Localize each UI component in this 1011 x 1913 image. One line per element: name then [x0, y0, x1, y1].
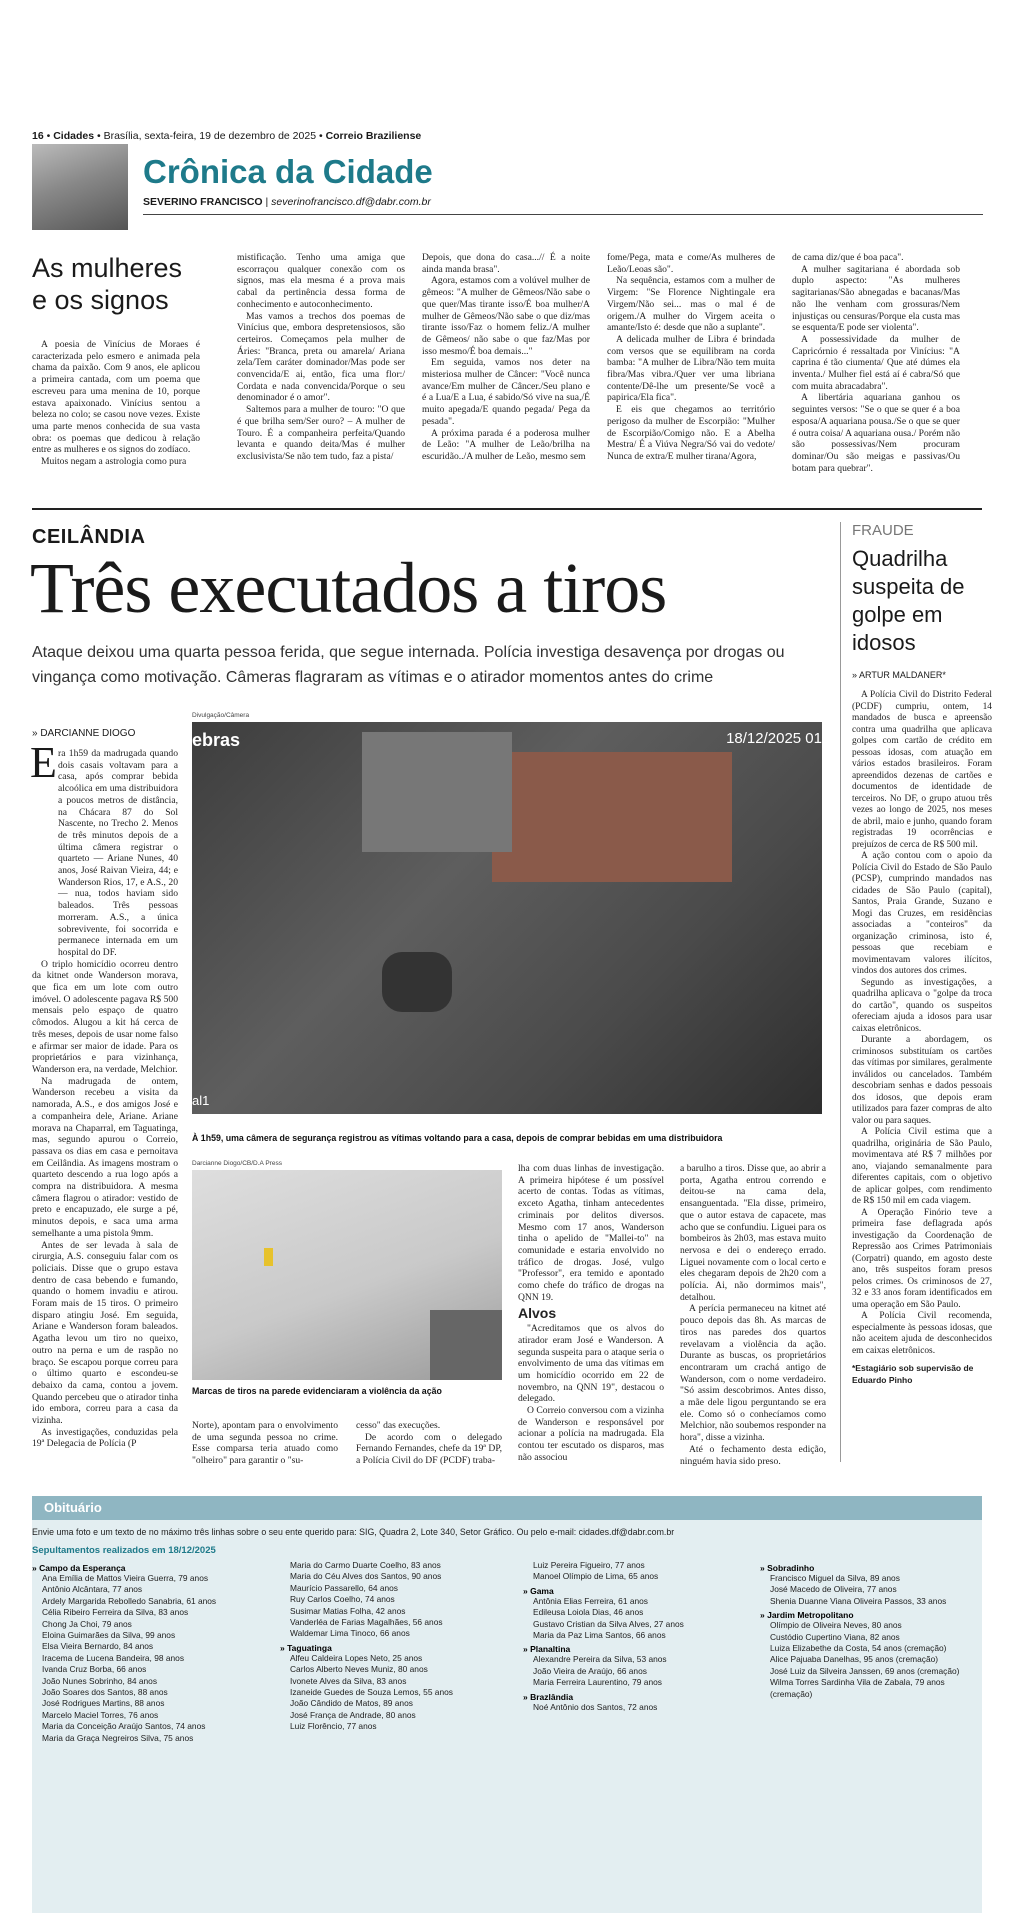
story-byline: » DARCIANNE DIOGO	[32, 728, 136, 739]
obituary-entry: José Luiz da Silveira Janssen, 69 anos (cremação)	[770, 1665, 960, 1676]
obituary-entry: João Cândido de Matos, 89 anos	[290, 1698, 413, 1709]
cctv-photo	[192, 722, 822, 1114]
author-name: SEVERINO FRANCISCO	[143, 196, 263, 208]
obituary-title: Obituário	[44, 1500, 102, 1515]
sidebar-divider	[840, 522, 841, 1462]
obituary-entry: Maria do Céu Alves dos Santos, 90 anos	[290, 1571, 442, 1582]
obituary-entry: Antônio Alcântara, 77 anos	[42, 1584, 143, 1595]
bullet-mark	[264, 1248, 273, 1266]
sidebar-footnote: *Estagiário sob supervisão de Eduardo Pinho	[852, 1363, 974, 1385]
obituary-date-line: Sepultamentos realizados em 18/12/2025	[32, 1545, 216, 1556]
obituary-entry: Izaneide Guedes de Souza Lemos, 55 anos	[290, 1687, 453, 1698]
photo-people	[382, 952, 452, 1012]
obituary-entry: Elsa Vieira Bernardo, 84 anos	[42, 1641, 154, 1652]
sidebar-headline: Quadrilha suspeita de golpe em idosos	[852, 546, 965, 655]
dropcap: E	[30, 738, 57, 787]
cronica-col4: fome/Pega, mata e come/As mulheres de Leão/Leoas são". Na sequência, estamos com a mulher de Virgem: "Se Florence Nightingale era Virgem/Não sei... mas o mal é de origem./A mulher do Virgem aceita o amante/Isto é: desde que não a suplante". A delicada mulher de Libra é brindada com versos que se equilibram na corda bamba: "A mulher de Libra/Não tem muita fibra/Mas vibra./Quer ver uma libriana contente/Dê-lhe um presente/Se você a papirica/Ela fica". E eis que chegamos ao território perigoso da mulher de Escorpião: "Mulher de Escorpião/Comigo não. E a Abelha Mestra/ É a Viúva Negra/Só vai do vedote/ Nunca de extra/E mulher tirana/Agora,	[607, 252, 775, 462]
obituary-instructions: Envie uma foto e um texto de no máximo três linhas sobre o seu ente querido para: SIG, Quadra 2, Lote 340, Setor Gráfico. Ou pelo e-mail: cidades.df@dabr.com.br	[32, 1527, 675, 1537]
obituary-entry: Antônia Elias Ferreira, 61 anos	[533, 1595, 648, 1606]
sidebar-body: A Polícia Civil do Distrito Federal (PCDF) cumpriu, ontem, 14 mandados de busca e apreensão contra uma quadrilha que aplicava golpes com cartão de crédito em pessoas idosas, com atuação em vários estados brasileiros. Foram apreendidos dezenas de cartões e documentos de identidade de terceiros. No DF, o grupo atuou três vezes ao longo de 2025, nos meses de abril, maio e junho, quando foram registradas 19 ocorrências e prejuízos de cerca de R$ 500 mil. A ação contou com o apoio da Polícia Civil do Estado de São Paulo (PCSP), cumprindo mandados nas cidades de São Paulo (capital), Santos, Praia Grande, Suzano e Mogi das Cruzes, em residências associadas a "conteiros" da organização criminosa, isto é, pessoas que recebiam e movimentavam valores ilícitos, vindos dos autores dos crimes. Segundo as investigações, a quadrilha aplicava o "golpe da troca do cartão", quando os suspeitos ofereciam ajuda a idosos para usar caixas eletrônicos. Durante a abordagem, os criminosos substituíam os cartões das vítimas por similares, geralmente inválidos ou cancelados. Também descobriam senhas e dados pessoais dos idosos, que depois eram utilizados para fazer compras de alto valor ou para saques. A Polícia Civil estima que a quadrilha, originária de São Paulo, movimentava até R$ 7 milhões por ano, viajando semanalmente para diferentes capitais, com o objetivo de aplicar golpes, com rendimento de R$ 150 mil em cada viagem. A Operação Finório teve a primeira fase deflagrada após investigação da Coordenação de Repressão aos Crimes Patrimoniais (Corpatri) quando, em agosto deste ano, três suspeitos foram presos pelos crimes. Os criminosos de 27, 32 e 33 anos foram identificados em uma operação em São Paulo. A Polícia Civil recomenda, especialmente às pessoas idosas, que não aceitem ajuda de desconhecidos em caixas eletrônicos. *Estagiário sob supervisão de Eduardo Pinho	[852, 690, 992, 1385]
sidebar-byline: » ARTUR MALDANER*	[852, 670, 946, 680]
obituary-entry: Marcelo Maciel Torres, 76 anos	[42, 1709, 159, 1720]
photo2-credit: Darcianne Diogo/CB/D.A Press	[192, 1160, 282, 1167]
obituary-entry: João Vieira de Araújo, 66 anos	[533, 1665, 647, 1676]
photo-watermark: ebras	[192, 730, 241, 750]
obituary-entry: João Soares dos Santos, 88 anos	[42, 1687, 168, 1698]
obituary-entry: Ana Emília de Mattos Vieira Guerra, 79 anos	[42, 1573, 209, 1583]
obituary-entry: Maria da Paz Lima Santos, 66 anos	[533, 1630, 666, 1641]
story-headline: Três executados a tiros	[30, 548, 667, 628]
story-col2b: Norte), apontam para o envolvimento de uma segunda pessoa no crime. Esse comparsa teria atuado como "olheiro" para garantir o "su-	[192, 1420, 338, 1467]
obituary-entry: Olímpio de Oliveira Neves, 80 anos	[770, 1620, 902, 1631]
obituary-entry: Maria do Carmo Duarte Coelho, 83 anos	[290, 1560, 441, 1570]
story-col3b: cesso" das execuções. De acordo com o delegado Fernando Fernandes, chefe da 19ª DP, a Polícia Civil do DF (PCDF) traba-	[356, 1420, 502, 1467]
paper-name: Correio Braziliense	[325, 130, 422, 142]
obituary-col1: » Campo da Esperança Ana Emília de Mattos Vieira Guerra, 79 anos Antônio Alcântara, 77 anos Ardely Margarida Rebolledo Sanabria, 61 anos Célia Ribeiro Ferreira da Silva, 83 anos Chong Ja Choi, 79 anos Eloina Guimarães da Silva, 99 anos Elsa Vieira Bernardo, 84 anos Iracema de Lucena Bandeira, 98 anos Ivanda Cruz Borba, 66 anos João Nunes Sobrinho, 84 anos João Soares dos Santos, 88 anos José Rodrigues Martins, 88 anos Marcelo Maciel Torres, 76 anos Maria da Conceição Araújo Santos, 74 anos Maria da Graça Negreiros Silva, 75 anos	[32, 1560, 262, 1744]
page-header: 16 • Cidades • Brasília, sexta-feira, 19 de dezembro de 2025 • Correio Braziliense	[32, 130, 422, 142]
obituary-entry: Alfeu Caldeira Lopes Neto, 25 anos	[290, 1652, 423, 1663]
obituary-entry: Waldemar Lima Tinoco, 66 anos	[290, 1628, 410, 1639]
obituary-entry: Ruy Carlos Coelho, 74 anos	[290, 1594, 395, 1605]
obituary-entry: João Nunes Sobrinho, 84 anos	[42, 1675, 158, 1686]
wall-photo	[192, 1170, 502, 1380]
column-author-line: SEVERINO FRANCISCO | severinofrancisco.df@dabr.com.br	[143, 196, 431, 208]
cronica-col1: A poesia de Vinícius de Moraes é caracterizada pelo esmero e animada pela chama da paixão. Com 9 anos, ele aplicou a primeira cantada, com um poema que escreveu para uma menina de 10, porque estava apaixonado. Vinícius sentou a beleza no colo; se casou nove vezes. Existe uma parte menos conhecida de sua vasta obra: os poemas que dedicou à relação entre as mulheres e os signos do zodíaco. Muitos negam a astrologia como pura	[32, 339, 200, 468]
obituary-entry: José Rodrigues Martins, 88 anos	[42, 1698, 165, 1709]
obituary-entry: Luiz Florêncio, 77 anos	[290, 1721, 377, 1732]
story-deck: Ataque deixou uma quarta pessoa ferida, que segue internada. Polícia investiga desavença por drogas ou vingança como motivação. Câmeras flagraram as vítimas e o atirador momentos antes do crime	[32, 644, 785, 686]
obituary-entry: Maria da Graça Negreiros Silva, 75 anos	[42, 1732, 194, 1743]
obituary-entry: Iracema de Lucena Bandeira, 98 anos	[42, 1652, 185, 1663]
obituary-entry: Maria da Conceição Araújo Santos, 74 anos	[42, 1721, 206, 1732]
cronica-bottom-rule	[32, 508, 982, 510]
photo-building-roof	[362, 732, 512, 852]
photo-timestamp: 18/12/2025 01	[726, 730, 822, 747]
obituary-bar	[32, 1496, 982, 1520]
obituary-entry: Francisco Miguel da Silva, 89 anos	[770, 1573, 900, 1583]
column-title: Crônica da Cidade	[143, 153, 433, 190]
cronica-headline: As mulheres e os signos	[32, 253, 183, 315]
obituary-entry: Custódio Cupertino Viana, 82 anos	[770, 1631, 900, 1642]
obituary-entry: Luiza Elizabethe da Costa, 54 anos (cremação)	[770, 1643, 947, 1654]
header-rule	[143, 214, 983, 215]
obituary-entry: Shenia Duanne Viana Oliveira Passos, 33 anos	[770, 1595, 947, 1606]
cronica-col2: mistificação. Tenho uma amiga que escorraçou qualquer conexão com os signos, mas ela mesma é a prova mais cabal da pertinência dessa forma de conhecimento e autoconhecimento. Mas vamos a trechos dos poemas de Vinícius que, embora despretensiosos, são certeiros. Começamos pela mulher de Áries: "Branca, preta ou amarela/ Ariana zela/Tem caráter dominador/Mas pode ser convencida/E ai, então, fica uma flor:/ Cordata e nada convencida/Porque o seu denominador é o amor". Saltemos para a mulher de touro: "O que é que brilha sem/Ser ouro? – A mulher de Touro. É a companheira perfeita/Quando levanta e quando deita/Mas é mulher exclusivista/Se não tem tudo, faz a pista/	[237, 252, 405, 462]
obituary-col3: Luiz Pereira Figueiro, 77 anos Manoel Olímpio de Lima, 65 anos » Gama Antônia Elias Ferreira, 61 anos Edileusa Loiola Dias, 46 anos Gustavo Cristian da Silva Alves, 27 anos Maria da Paz Lima Santos, 66 anos » Planaltina Alexandre Pereira da Silva, 53 anos João Vieira de Araújo, 66 anos Maria Ferreira Laurentino, 79 anos » Brazlândia Noé Antônio dos Santos, 72 anos	[523, 1560, 753, 1713]
obituary-entry: Eloina Guimarães da Silva, 99 anos	[42, 1630, 176, 1641]
dateline: Brasília, sexta-feira, 19 de dezembro de 2025	[103, 130, 317, 142]
story-col5: a barulho a tiros. Disse que, ao abrir a porta, Agatha entrou correndo e deitou-se na cama dela, ensanguentada. "Ela disse, primeiro, que o autor estava de capacete, mas acho que se confundiu. Liguei para os bombeiros às 2h03, mas estava muito nervosa e dei o endereço errado. Liguei novamente com o local certo e eles chegaram depois de 2h20 com a polícia. Ai, não dormimos mais", detalhou. A perícia permaneceu na kitnet até pouco depois das 8h. As marcas de tiros nas paredes dos quartos revelavam a violência da ação. Durante as buscas, os proprietários encontraram um crachá antigo de Wanderson, com o nome verdadeiro. "Só assim descobrimos. Antes disso, a mãe dele ligou perguntando se era ele. Como só o conhecíamos como Melchior, não soubemos responder na hora", disse a vizinha. Até o fechamento desta edição, ninguém havia sido preso.	[680, 1163, 826, 1467]
obituary-entry: Ivanda Cruz Borba, 66 anos	[42, 1664, 147, 1675]
obituary-entry: Chong Ja Choi, 79 anos	[42, 1618, 132, 1629]
obituary-entry: Ardely Margarida Rebolledo Sanabria, 61 anos	[42, 1595, 217, 1606]
obituary-col4: » Sobradinho Francisco Miguel da Silva, 89 anos José Macedo de Oliveira, 77 anos Shenia Duanne Viana Oliveira Passos, 33 anos » Jardim Metropolitano Olímpio de Oliveira Neves, 80 anos Custódio Cupertino Viana, 82 anos Luiza Elizabethe da Costa, 54 anos (cremação) Alice Pajuaba Danelhas, 95 anos (cremação) José Luiz da Silveira Janssen, 69 anos (cremação) Wilma Torres Sardinha Vila de Zabala, 79 anos (cremação)	[760, 1560, 982, 1700]
photo-corner-label: al1	[192, 1093, 210, 1108]
author-photo	[32, 144, 128, 230]
story-col1: ra 1h59 da madrugada quando dois casais voltavam para a casa, após comprar bebida alcoólica em uma distribuidora a poucos metros de distância, na Chácara 87 do Sol Nascente, no Trecho 2. Menos de três minutos depois de a última câmera registrar o quarteto — Ariane Nunes, 40 anos, José Raivan Vieira, 44; e Wanderson Rios, 17, e A.S., 20 — nua, todos haviam sido baleados. Três pessoas morreram. A.S., a única sobrevivente, foi socorrida e permanece internada em um hospital do DF. O triplo homicídio ocorreu dentro da kitnet onde Wanderson morava, que fica em um lote com outro imóvel. O adolescente pagava R$ 500 mensais pelo espaço de quatro cômodos. Alugou a kit há cerca de três meses, depois de usar nome falso e afirmar ser maior de idade. Para os proprietários e para vizinhança, Wanderson era, na verdade, Melchior. Na madrugada de ontem, Wanderson recebeu a visita da namorada, A.S., e dos amigos José e a companheira dele, Ariane. Ariane morava na Chaparral, em Taguatinga, mas, segundo apurou o Correio, passava os dias em casa e pernoitava em Ceilândia. As imagens mostram o quarteto descendo a rua logo após a compra na distribuidora. A mesma câmera flagrou o atirador: vestido de preto e encapuzado, ele surge a pé, minutos depois, e saca uma arma semelhante a uma pistola 9mm. Antes de ser levada à sala de cirurgia, A.S. conseguiu falar com os policiais. Disse que o grupo estava dentro de casa bebendo e fumando, quando o homem invadiu e atirou. Foram mais de 15 tiros. O primeiro disparo atingiu José. Em seguida, Ariane e Wanderson foram baleados. Agatha levou um tiro no queixo, outro na perna e um de raspão no braço. Se escapou porque correu para o último quarto e escondeu-se debaixo da cama, contou a jovem. Quando percebeu que o atirador tinha ido embora, correu para a casa da vizinha. As investigações, conduzidas pela 19ª Delegacia de Polícia (P	[32, 748, 178, 1450]
obituary-entry: Ivonete Alves da Silva, 83 anos	[290, 1675, 407, 1686]
obituary-entry: Manoel Olímpio de Lima, 65 anos	[533, 1571, 659, 1582]
cronica-col5: de cama diz/que é boa paca". A mulher sagitariana é abordada sob duplo aspecto: "As mulheres sagitarianas/São abnegadas e bacanas/Mas não lhe venham com grossuras/Nem injustiças ou censuras/Porque ela custa mas se esquenta/E pode ser violenta". A possessividade da mulher de Capricórnio é ressaltada por Vinícius: "A caprina é tão ciumenta/ Que até dúmes ela inventa./ Mulher fiel está aí é cabra/Só que com muita abracadabra". A libertária aquariana ganhou os seguintes versos: "Se o que se quer é a boa esposa/A aquariana pousa./Se o que se quer é outra coisa/ A aquariana ousa./ Porém não são possessivas/Nem procuram dominar/Ou são meigas e passivas/Ou botam para quebrar".	[792, 252, 960, 474]
obituary-entry: Maria Ferreira Laurentino, 79 anos	[533, 1677, 662, 1688]
cronica-col3: Depois, que dona do casa...// É a noite ainda manda brasa". Agora, estamos com a volúvel mulher de gêmeos: "A mulher de Gêmeos/Não sabe o que quer/Mas tirante isso/É boa mulher/A mulher de Gêmeos/Não sabe o que diz/mas tirante isso/Faz o homem feliz./A mulher de Gêmeos/ não sabe o que faz/Mas por isso mesmo/É boa demais..." Em seguida, vamos nos deter na misteriosa mulher de Câncer: "Você nunca avance/Em mulher de Câncer./Seu plano e é a Lua/E a Lua, é sabido/Só vive na sua,/É muito apegada/E quando pegada/ Pega da pesada". A próxima parada é a poderosa mulher de Leão: "A mulher de Leão/brilha na escuridão../A mulher de Leão, mesmo sem	[422, 252, 590, 462]
photo-building-wall	[492, 752, 732, 882]
obituary-entry: Noé Antônio dos Santos, 72 anos	[533, 1701, 658, 1712]
obituary-entry: José Macedo de Oliveira, 77 anos	[770, 1584, 897, 1595]
story-col4: lha com duas linhas de investigação. A primeira hipótese é um possível acerto de contas. Todas as vítimas, exceto Agatha, tinham antecedentes criminais por delitos diversos. Mesmo com 17 anos, Wanderson tinha o apelido de "Mallei-to" na comunidade e estaria envolvido no tráfico de drogas. José, vulgo "Professor", era temido e apontado como chefe do tráfico de drogas na QNN 19. Alvos "Acreditamos que os alvos do atirador eram José e Wanderson. A segunda suspeita para o ataque seria o envolvimento de uma das vítimas em um homicídio ocorrido em 22 de novembro, na QNN 19", destacou o delegado. O Correio conversou com a vizinha de Wanderson e responsável por acionar a polícia na madrugada. Ela contou ter escutado os disparos, mas não associou	[518, 1163, 664, 1463]
subhead-alvos: Alvos	[518, 1305, 557, 1322]
obituary-col2: Maria do Carmo Duarte Coelho, 83 anos Maria do Céu Alves dos Santos, 90 anos Maurício Passarello, 64 anos Ruy Carlos Coelho, 74 anos Susimar Matias Folha, 42 anos Vanderléa de Farias Magalhães, 56 anos Waldemar Lima Tinoco, 66 anos » Taguatinga Alfeu Caldeira Lopes Neto, 25 anos Carlos Alberto Neves Muniz, 80 anos Ivonete Alves da Silva, 83 anos Izaneide Guedes de Souza Lemos, 55 anos João Cândido de Matos, 89 anos José França de Andrade, 80 anos Luiz Florêncio, 77 anos	[280, 1560, 510, 1733]
obituary-entry: José França de Andrade, 80 anos	[290, 1709, 416, 1720]
photo1-caption: À 1h59, uma câmera de segurança registrou as vítimas voltando para a casa, depois de comprar bebidas em uma distribuidora	[192, 1133, 723, 1143]
obituary-entry: Carlos Alberto Neves Muniz, 80 anos	[290, 1664, 428, 1675]
wall-corner	[430, 1310, 502, 1380]
author-email: severinofrancisco.df@dabr.com.br	[271, 196, 431, 208]
photo1-credit: Divulgação/Câmera	[192, 712, 250, 719]
obituary-entry: Maurício Passarello, 64 anos	[290, 1582, 398, 1593]
sidebar-kicker: FRAUDE	[852, 522, 914, 539]
obituary-entry: Alexandre Pereira da Silva, 53 anos	[533, 1654, 667, 1665]
obituary-entry: Alice Pajuaba Danelhas, 95 anos (cremação)	[770, 1654, 939, 1665]
page-number: 16	[32, 130, 44, 142]
obituary-entry: Gustavo Cristian da Silva Alves, 27 anos	[533, 1618, 684, 1629]
story-kicker: CEILÂNDIA	[32, 526, 146, 548]
obituary-entry: Edileusa Loiola Dias, 46 anos	[533, 1607, 644, 1618]
obituary-entry: Luiz Pereira Figueiro, 77 anos	[533, 1560, 645, 1570]
obituary-entry: Vanderléa de Farias Magalhães, 56 anos	[290, 1617, 443, 1628]
obituary-entry: Célia Ribeiro Ferreira da Silva, 83 anos	[42, 1607, 189, 1618]
obituary-entry: Wilma Torres Sardinha Vila de Zabala, 79 anos (cremação)	[770, 1677, 945, 1699]
photo2-caption: Marcas de tiros na parede evidenciaram a violência da ação	[192, 1386, 442, 1396]
obituary-entry: Susimar Matias Folha, 42 anos	[290, 1605, 406, 1616]
section-name: Cidades	[53, 130, 95, 142]
